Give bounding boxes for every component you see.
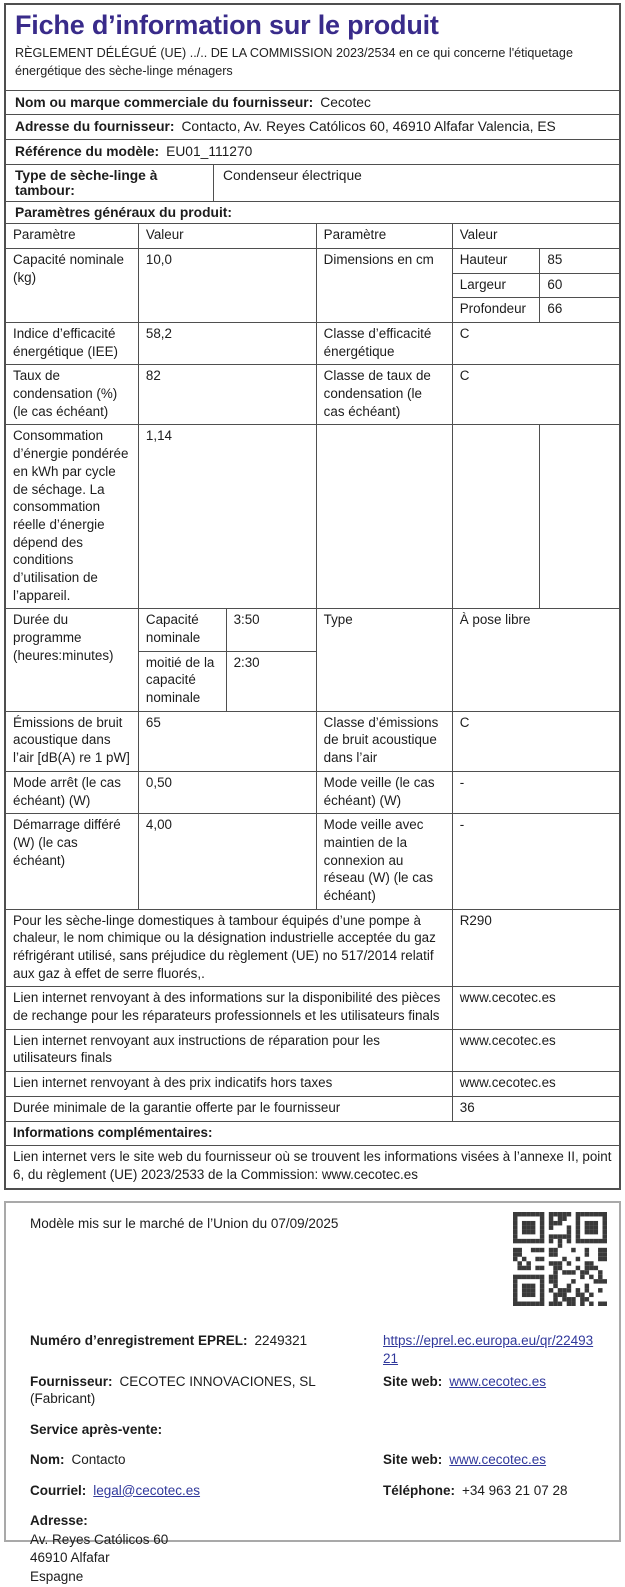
model-reference-row (6, 139, 619, 164)
noise-label: Émissions de bruit acoustique dans l’air [dB(A) re 1 pW] (6, 711, 138, 771)
warranty-value: 36 (452, 1096, 619, 1121)
off-mode-label: Mode arrêt (le cas échéant) (W) (6, 771, 138, 813)
indicative-prices-link-label: Lien internet renvoyant à des prix indicatifs hors taxes (6, 1072, 452, 1097)
address-block (30, 1512, 595, 1586)
indicative-prices-link-value: www.cecotec.es (452, 1072, 619, 1097)
duration-label: Durée du programme (heures:minutes) (6, 609, 138, 711)
installation-type-value: À pose libre (452, 609, 619, 711)
duration-full-label: Capacité nominale (138, 609, 226, 651)
site-web-link[interactable]: www.cecotec.es (449, 1373, 547, 1389)
duration-half-value: 2:30 (226, 651, 316, 711)
dimension-width-value: 60 (540, 273, 619, 298)
contact-name-row (30, 1451, 595, 1469)
standby-label: Mode veille (le cas échéant) (W) (316, 771, 452, 813)
dimension-depth-label: Profondeur (452, 298, 540, 323)
dryer-type-row (6, 164, 619, 201)
supplier-name-row (6, 90, 619, 115)
eprel-link[interactable]: https://eprel.ec.europa.eu/qr/2249321 (383, 1333, 594, 1367)
supplier-address-row (6, 114, 619, 139)
iee-value: 58,2 (138, 323, 316, 365)
condensation-class-value: C (452, 365, 619, 425)
warranty-row (6, 1096, 619, 1121)
energy-row (6, 425, 619, 609)
indicative-prices-link-row (6, 1072, 619, 1097)
page-title: Fiche d’information sur le produit (15, 10, 439, 40)
supplier-address-label: Adresse du fournisseur: (15, 119, 175, 135)
header-parametre-1: Paramètre (6, 224, 138, 248)
delayed-start-row (6, 814, 619, 909)
email-row (30, 1482, 595, 1500)
iee-class-value: C (452, 323, 619, 365)
capacity-row (6, 248, 619, 273)
standby-value: - (452, 771, 619, 813)
contact-name-value: Contacto (71, 1452, 126, 1468)
installation-type-label: Type (316, 609, 452, 711)
annex-note-row (6, 1146, 619, 1188)
supplier-name-label: Nom ou marque commerciale du fournisseur: (15, 94, 314, 110)
energy-empty-3 (540, 425, 619, 609)
off-mode-value: 0,50 (138, 771, 316, 813)
networked-standby-label: Mode veille avec maintien de la connexion au réseau (W) (le cas échéant) (316, 814, 452, 909)
noise-class-label: Classe d’émissions de bruit acoustique dans l’air (316, 711, 452, 771)
table-header-row (6, 224, 619, 248)
iee-label: Indice d’efficacité énergétique (IEE) (6, 323, 138, 365)
additional-info-heading: Informations complémentaires: (6, 1121, 619, 1146)
dimension-height-value: 85 (540, 248, 619, 273)
capacity-value: 10,0 (138, 248, 316, 322)
spare-parts-link-label: Lien internet renvoyant à des informations sur la disponibilité des pièces de rechange pour les réparateurs professionnels et les utilisateurs finals (6, 987, 452, 1029)
manufacturer-label: Fournisseur: (30, 1373, 113, 1389)
condensation-class-label: Classe de taux de condensation (le cas échéant) (316, 365, 452, 425)
qr-code (513, 1212, 607, 1306)
dimension-height-label: Hauteur (452, 248, 540, 273)
address-line-1: Av. Reyes Católicos 60 (30, 1531, 169, 1547)
regulation-text: RÈGLEMENT DÉLÉGUÉ (UE) ../.. DE LA COMMISSION 2023/2534 en ce qui concerne l'étiquetage énergétique des sèche-linge ménagers (15, 46, 573, 79)
site-web-2-label: Site web: (383, 1452, 443, 1468)
params-table-wrap (6, 223, 619, 1187)
condensation-label: Taux de condensation (%) (le cas échéant) (6, 365, 138, 425)
params-table (6, 224, 619, 1187)
dryer-type-value: Condenseur électrique (223, 168, 362, 184)
manufacturer-row (30, 1373, 595, 1408)
duration-full-value: 3:50 (226, 609, 316, 651)
condensation-row (6, 365, 619, 425)
eprel-number: 2249321 (254, 1333, 308, 1349)
delayed-start-label: Démarrage différé (W) (le cas échéant) (6, 814, 138, 909)
after-sales-row (30, 1421, 595, 1439)
model-reference-label: Référence du modèle: (15, 144, 160, 160)
noise-row (6, 711, 619, 771)
noise-class-value: C (452, 711, 619, 771)
energy-value: 1,14 (138, 425, 316, 609)
address-label: Adresse: (30, 1513, 88, 1529)
repair-instructions-link-label: Lien internet renvoyant aux instructions de réparation pour les utilisateurs finals (6, 1029, 452, 1071)
eprel-label: Numéro d’enregistrement EPREL: (30, 1333, 248, 1349)
eprel-row (30, 1332, 595, 1368)
iee-class-label: Classe d’efficacité énergétique (316, 323, 452, 365)
off-mode-row (6, 771, 619, 813)
after-sales-label: Service après-vente: (30, 1421, 163, 1437)
supplier-name-value: Cecotec (320, 94, 371, 110)
energy-label: Consommation d’énergie pondérée en kWh par cycle de séchage. La consommation réelle d’énergie dépend des conditions d’utilisation de l’appareil. (6, 425, 138, 609)
dimensions-label: Dimensions en cm (316, 248, 452, 322)
header-parametre-2: Paramètre (316, 224, 452, 248)
site-web-label: Site web: (383, 1373, 443, 1389)
email-label: Courriel: (30, 1482, 87, 1498)
spare-parts-link-value: www.cecotec.es (452, 987, 619, 1029)
market-date: Modèle mis sur le marché de l’Union du 07/09/2025 (30, 1215, 339, 1231)
phone-label: Téléphone: (383, 1482, 456, 1498)
header-valeur-1: Valeur (138, 224, 316, 248)
header-valeur-2: Valeur (452, 224, 619, 248)
repair-instructions-link-row (6, 1029, 619, 1071)
address-line-3: Espagne (30, 1569, 84, 1585)
supplier-info-box (4, 1201, 621, 1585)
refrigerant-value: R290 (452, 909, 619, 987)
supplier-address-value: Contacto, Av. Reyes Católicos 60, 46910 Alfafar Valencia, ES (181, 119, 556, 135)
condensation-value: 82 (138, 365, 316, 425)
annex-note: Lien internet vers le site web du fournisseur où se trouvent les informations visées à l’annexe II, point 6, du règlement (UE) 2023/2533 de la Commission: www.cecotec.es (6, 1146, 619, 1188)
contact-name-label: Nom: (30, 1452, 65, 1468)
spare-parts-link-row (6, 987, 619, 1029)
energy-empty-1 (316, 425, 452, 609)
email-link[interactable]: legal@cecotec.es (93, 1482, 201, 1498)
additional-info-heading-row (6, 1121, 619, 1146)
model-reference-value: EU01_111270 (166, 144, 253, 160)
manufacturer-value: CECOTEC INNOVACIONES, SL (Fabricant) (30, 1373, 316, 1407)
site-web-2-link[interactable]: www.cecotec.es (449, 1452, 547, 1468)
dimension-width-label: Largeur (452, 273, 540, 298)
dryer-type-label: Type de sèche-linge à tambour: (6, 165, 214, 201)
product-info-box (4, 3, 621, 1190)
noise-value: 65 (138, 711, 316, 771)
address-line-2: 46910 Alfafar (30, 1550, 110, 1566)
repair-instructions-link-value: www.cecotec.es (452, 1029, 619, 1071)
warranty-label: Durée minimale de la garantie offerte par le fournisseur (6, 1096, 452, 1121)
refrigerant-row (6, 909, 619, 987)
dimension-depth-value: 66 (540, 298, 619, 323)
duration-half-label: moitié de la capacité nominale (138, 651, 226, 711)
networked-standby-value: - (452, 814, 619, 909)
general-params-heading: Paramètres généraux du produit: (6, 201, 619, 223)
iee-row (6, 323, 619, 365)
refrigerant-label: Pour les sèche-linge domestiques à tambour équipés d’une pompe à chaleur, le nom chimique ou la désignation industrielle acceptée du gaz réfrigérant utilisé, sans préjudice du règlement (UE) no 517/2014 relatif aux gaz à effet de serre fluorés,. (6, 909, 452, 987)
duration-row (6, 609, 619, 651)
delayed-start-value: 4,00 (138, 814, 316, 909)
phone-value: +34 963 21 07 28 (462, 1482, 568, 1498)
capacity-label: Capacité nominale (kg) (6, 248, 138, 322)
energy-empty-2 (452, 425, 540, 609)
